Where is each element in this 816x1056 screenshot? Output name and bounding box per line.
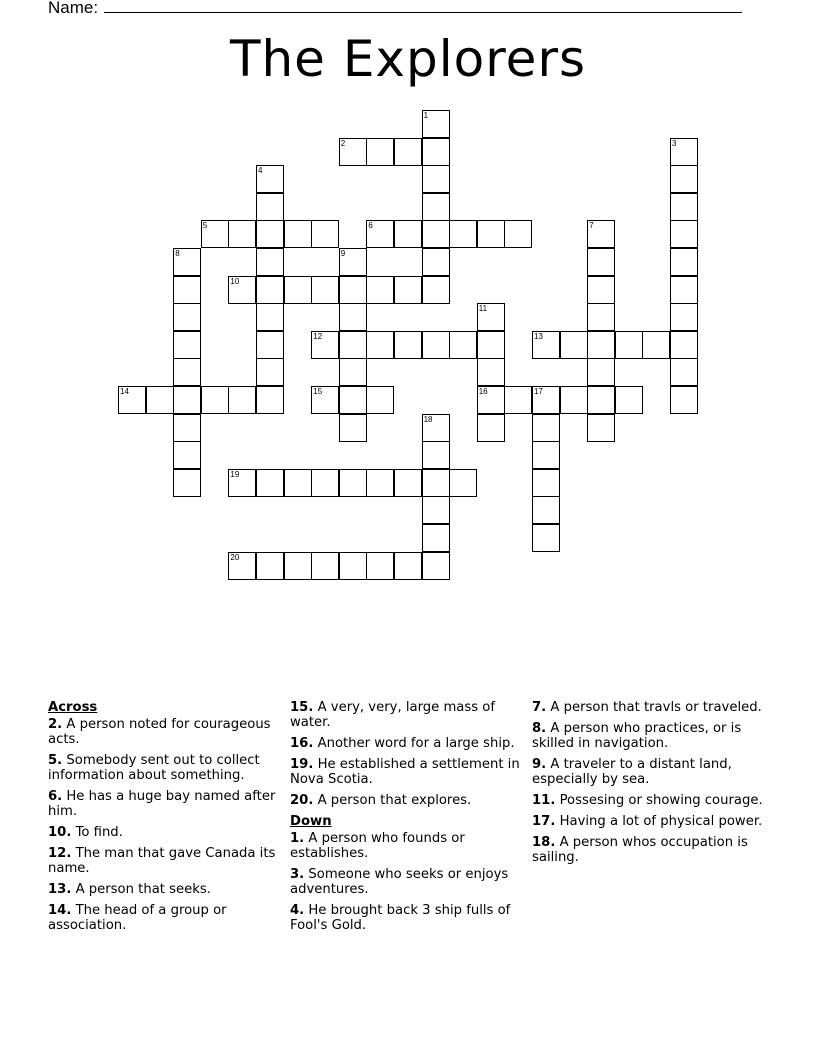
- crossword-cell[interactable]: [504, 220, 532, 248]
- crossword-cell[interactable]: [173, 358, 201, 386]
- clue-number: 3.: [290, 867, 305, 882]
- clue-number: 7.: [532, 700, 547, 715]
- clue-number: 3: [672, 138, 677, 148]
- crossword-cell[interactable]: [532, 386, 560, 414]
- clue-number: 4.: [290, 903, 305, 918]
- crossword-cell[interactable]: [311, 552, 339, 580]
- crossword-cell[interactable]: [587, 276, 615, 304]
- crossword-cell[interactable]: [201, 220, 229, 248]
- crossword-cell[interactable]: [422, 220, 450, 248]
- clue-number: 1.: [290, 831, 305, 846]
- crossword-cell[interactable]: [339, 552, 367, 580]
- clue-text: A person that travls or traveled.: [546, 700, 762, 715]
- clue-text: Another word for a large ship.: [313, 736, 515, 751]
- clue-number: 9.: [532, 757, 547, 772]
- clue-number: 15: [313, 387, 323, 396]
- crossword-cell[interactable]: [422, 138, 450, 166]
- crossword-cell[interactable]: [256, 386, 284, 414]
- crossword-cell[interactable]: [256, 469, 284, 497]
- crossword-cell[interactable]: [366, 220, 394, 248]
- clue: [532, 814, 764, 829]
- crossword-cell[interactable]: [256, 248, 284, 276]
- clue-text: He brought back 3 ship fulls of Fool's Gold.: [290, 903, 511, 933]
- clue-text: A person that seeks.: [71, 882, 211, 897]
- crossword-cell[interactable]: [587, 303, 615, 331]
- crossword-cell[interactable]: [560, 386, 588, 414]
- down-heading: Down: [290, 814, 332, 829]
- clue-number: 6.: [48, 789, 63, 804]
- crossword-cell[interactable]: [532, 469, 560, 497]
- crossword-cell[interactable]: [311, 386, 339, 414]
- crossword-cell[interactable]: [587, 386, 615, 414]
- clue: [48, 789, 280, 819]
- crossword-cell[interactable]: [587, 414, 615, 442]
- crossword-cell[interactable]: [422, 110, 450, 138]
- crossword-cell[interactable]: [477, 331, 505, 359]
- crossword-cell[interactable]: [256, 276, 284, 304]
- clues-column-3: [532, 700, 764, 871]
- crossword-cell[interactable]: [339, 303, 367, 331]
- crossword-cell[interactable]: [256, 303, 284, 331]
- clue-text: The man that gave Canada its name.: [48, 846, 276, 876]
- clue-text: Someone who seeks or enjoys adventures.: [290, 867, 509, 897]
- crossword-cell[interactable]: [670, 358, 698, 386]
- crossword-cell[interactable]: [587, 331, 615, 359]
- clue-number: 1: [423, 111, 429, 120]
- crossword-cell[interactable]: [422, 165, 450, 193]
- crossword-cell[interactable]: [422, 552, 450, 580]
- crossword-cell[interactable]: [256, 552, 284, 580]
- clue-text: A very, very, large mass of water.: [290, 700, 496, 730]
- across-heading: Across: [48, 700, 98, 715]
- crossword-cell[interactable]: [284, 276, 312, 304]
- clue: [532, 793, 764, 808]
- clue-number: 9: [340, 249, 346, 258]
- clue-text: A person who practices, or is skilled in navigation.: [532, 721, 742, 751]
- crossword-cell[interactable]: [339, 414, 367, 442]
- crossword-cell[interactable]: [532, 496, 560, 524]
- crossword-cell[interactable]: [670, 138, 698, 166]
- crossword-cell[interactable]: [366, 469, 394, 497]
- clue-text: The head of a group or association.: [48, 903, 227, 933]
- clue: [532, 835, 764, 865]
- crossword-cell[interactable]: [228, 469, 256, 497]
- crossword-cell[interactable]: [173, 276, 201, 304]
- crossword-cell[interactable]: [422, 193, 450, 221]
- crossword-cell[interactable]: [311, 220, 339, 248]
- crossword-cell[interactable]: [477, 386, 505, 414]
- clue-number: 12: [313, 331, 323, 341]
- clue-number: 18.: [532, 835, 556, 850]
- crossword-cell[interactable]: [366, 138, 394, 166]
- crossword-cell[interactable]: [173, 386, 201, 414]
- crossword-cell[interactable]: [339, 386, 367, 414]
- crossword-cell[interactable]: [642, 331, 670, 359]
- crossword-cell[interactable]: [422, 248, 450, 276]
- crossword-cell[interactable]: [560, 331, 588, 359]
- clue: [290, 757, 522, 787]
- clue-number: 6: [368, 221, 373, 231]
- crossword-cell[interactable]: [422, 496, 450, 524]
- clue-number: 10: [230, 276, 240, 286]
- crossword-cell[interactable]: [256, 193, 284, 221]
- crossword-cell[interactable]: [670, 386, 698, 414]
- crossword-cell[interactable]: [449, 469, 477, 497]
- crossword-cell[interactable]: [256, 331, 284, 359]
- crossword-cell[interactable]: [422, 469, 450, 497]
- clue-number: 16: [478, 387, 488, 396]
- clue-number: 2.: [48, 717, 63, 732]
- clue-number: 12.: [48, 846, 72, 861]
- crossword-cell[interactable]: [339, 469, 367, 497]
- clue-number: 8: [175, 249, 180, 258]
- crossword-cell[interactable]: [256, 165, 284, 193]
- clue-text: A person noted for courageous acts.: [48, 717, 271, 747]
- clue-number: 14: [120, 387, 129, 396]
- crossword-cell[interactable]: [422, 414, 450, 442]
- crossword-cell[interactable]: [394, 469, 422, 497]
- crossword-cell[interactable]: [228, 220, 256, 248]
- crossword-cell[interactable]: [587, 358, 615, 386]
- crossword-cell[interactable]: [532, 524, 560, 552]
- crossword-cell[interactable]: [256, 220, 284, 248]
- clue-number: 11.: [532, 793, 556, 808]
- clue-number: 13: [534, 331, 543, 341]
- clue-text: He has a huge bay named after him.: [48, 789, 276, 819]
- clue: [532, 700, 764, 715]
- crossword-cell[interactable]: [394, 220, 422, 248]
- clue-text: He established a settlement in Nova Scotia.: [290, 757, 520, 787]
- crossword-cell[interactable]: [587, 220, 615, 248]
- clue-text: A person that explores.: [313, 793, 472, 808]
- crossword-cell[interactable]: [228, 276, 256, 304]
- clue: [48, 903, 280, 933]
- clue-number: 19.: [290, 757, 314, 772]
- clue-number: 17: [534, 387, 543, 396]
- crossword-cell[interactable]: [670, 276, 698, 304]
- crossword-cell[interactable]: [477, 303, 505, 331]
- crossword-cell[interactable]: [422, 276, 450, 304]
- clue-number: 8.: [532, 721, 547, 736]
- crossword-cell[interactable]: [670, 303, 698, 331]
- clue: [48, 846, 280, 876]
- crossword-cell[interactable]: [339, 248, 367, 276]
- crossword-cell[interactable]: [311, 331, 339, 359]
- clue-text: Having a lot of physical power.: [555, 814, 763, 829]
- crossword-cell[interactable]: [118, 386, 146, 414]
- clues-column-1: [48, 700, 280, 939]
- crossword-cell[interactable]: [228, 552, 256, 580]
- clue-number: 2: [340, 138, 346, 148]
- crossword-cell[interactable]: [284, 469, 312, 497]
- crossword-cell[interactable]: [394, 138, 422, 166]
- clue-number: 16.: [290, 736, 314, 751]
- clue-number: 5.: [48, 753, 63, 768]
- clue: [48, 717, 280, 747]
- clue-number: 17.: [532, 814, 556, 829]
- crossword-cell[interactable]: [477, 358, 505, 386]
- crossword-cell[interactable]: [449, 220, 477, 248]
- crossword-cell[interactable]: [670, 165, 698, 193]
- crossword-cell[interactable]: [532, 441, 560, 469]
- clue-text: A person whos occupation is sailing.: [532, 835, 748, 865]
- clue: [48, 825, 280, 840]
- crossword-cell[interactable]: [311, 469, 339, 497]
- clue-text: Somebody sent out to collect information about something.: [48, 753, 260, 783]
- crossword-cell[interactable]: [422, 524, 450, 552]
- clue: [290, 831, 522, 861]
- clues-column-2: [290, 700, 522, 939]
- clue: [290, 903, 522, 933]
- clue-number: 20.: [290, 793, 314, 808]
- crossword-cell[interactable]: [228, 386, 256, 414]
- clue-number: 20: [230, 552, 240, 562]
- crossword-cell[interactable]: [532, 331, 560, 359]
- clue: [290, 736, 522, 751]
- clue-number: 7: [589, 221, 594, 231]
- crossword-cell[interactable]: [504, 386, 532, 414]
- crossword-cell[interactable]: [201, 386, 229, 414]
- crossword-cell[interactable]: [422, 441, 450, 469]
- crossword-cell[interactable]: [449, 331, 477, 359]
- crossword-cell[interactable]: [615, 331, 643, 359]
- crossword-cell[interactable]: [173, 414, 201, 442]
- crossword-cell[interactable]: [422, 331, 450, 359]
- clue-number: 4: [258, 166, 263, 176]
- clue-number: 15.: [290, 700, 314, 715]
- clue: [48, 882, 280, 897]
- crossword-cell[interactable]: [366, 552, 394, 580]
- crossword-cell[interactable]: [615, 386, 643, 414]
- clue: [290, 793, 522, 808]
- crossword-cell[interactable]: [670, 220, 698, 248]
- clue: [48, 753, 280, 783]
- crossword-cell[interactable]: [339, 331, 367, 359]
- crossword-cell[interactable]: [394, 552, 422, 580]
- clue-text: A person who founds or establishes.: [290, 831, 465, 861]
- clue-number: 14.: [48, 903, 72, 918]
- crossword-cell[interactable]: [339, 358, 367, 386]
- crossword-cell[interactable]: [477, 414, 505, 442]
- clue: [290, 700, 522, 730]
- clue-text: Possesing or showing courage.: [555, 793, 763, 808]
- page-title: The Explorers: [229, 30, 587, 88]
- crossword-cell[interactable]: [670, 248, 698, 276]
- crossword-cell[interactable]: [339, 138, 367, 166]
- clue-number: 11: [478, 304, 488, 314]
- crossword-cell[interactable]: [284, 552, 312, 580]
- crossword-cell[interactable]: [173, 331, 201, 359]
- clue-number: 10.: [48, 825, 72, 840]
- clue-number: 13.: [48, 882, 72, 897]
- crossword-cell[interactable]: [587, 248, 615, 276]
- clue: [532, 721, 764, 751]
- crossword-cell[interactable]: [339, 276, 367, 304]
- crossword-cell[interactable]: [173, 248, 201, 276]
- crossword-cell[interactable]: [366, 331, 394, 359]
- crossword-cell[interactable]: [394, 276, 422, 304]
- crossword-cell[interactable]: [173, 303, 201, 331]
- crossword-cell[interactable]: [532, 414, 560, 442]
- clue: [532, 757, 764, 787]
- clue-number: 18: [423, 414, 433, 424]
- clue-number: 19: [230, 469, 240, 479]
- crossword-cell[interactable]: [256, 358, 284, 386]
- crossword-cell[interactable]: [173, 469, 201, 497]
- crossword-cell[interactable]: [284, 220, 312, 248]
- crossword-cell[interactable]: [311, 276, 339, 304]
- clue-number: 5: [202, 221, 208, 231]
- crossword-cell[interactable]: [146, 386, 174, 414]
- crossword-cell[interactable]: [670, 331, 698, 359]
- clue-text: To find.: [71, 825, 123, 840]
- name-label: Name:: [48, 0, 99, 17]
- clue-text: A traveler to a distant land, especially by sea.: [532, 757, 732, 787]
- crossword-cell[interactable]: [670, 193, 698, 221]
- crossword-cell[interactable]: [394, 331, 422, 359]
- clue: [290, 867, 522, 897]
- crossword-cell[interactable]: [173, 441, 201, 469]
- crossword-cell[interactable]: [366, 386, 394, 414]
- crossword-cell[interactable]: [366, 276, 394, 304]
- crossword-cell[interactable]: [477, 220, 505, 248]
